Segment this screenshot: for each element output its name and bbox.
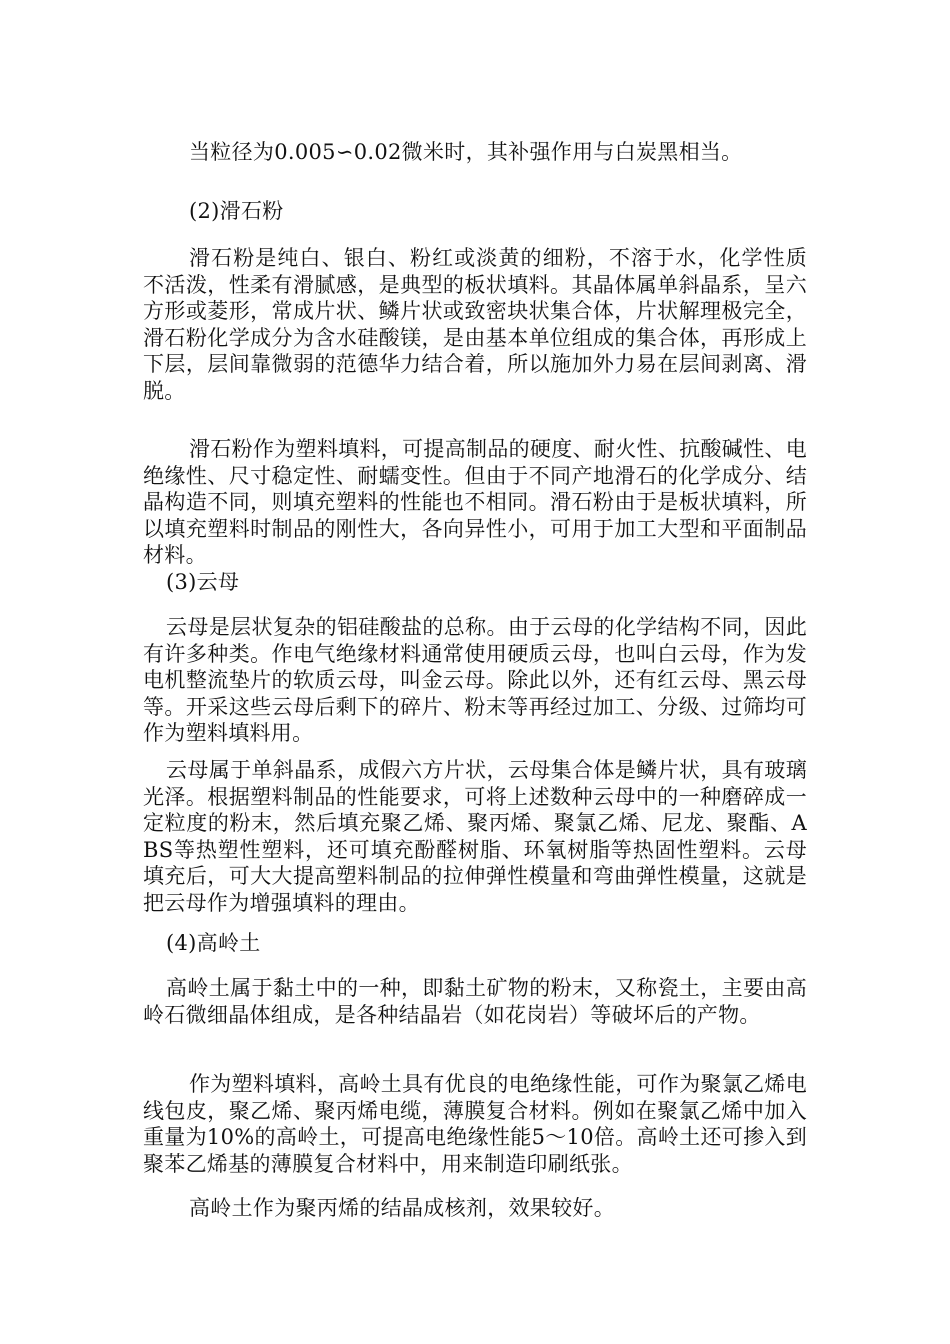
paragraph-kaolin-nucleating: 高岭土作为聚丙烯的结晶成核剂，效果较好。 (189, 1196, 615, 1220)
paragraph-talc-properties: 滑石粉是纯白、银白、粉红或淡黄的细粉，不溶于水，化学性质 不活泼，性柔有滑腻感，是典型的板状填料。其晶体属单斜晶系，呈六方形或菱形，常成片状、鳞片状或致密块状集合体，片状解理极完全，滑石粉化学成分为含水硅酸镁，是由基本单位组成的集合体，再形成上下层，层间靠微弱的范德华力结合着，所以施加外力易在层间剥离、滑脱。 (143, 246, 829, 403)
paragraph-kaolin-definition: 高岭土属于黏土中的一种，即黏土矿物的粉末，又称瓷土，主要由高岭石微细晶体组成，是各种结晶岩（如花岗岩）等破坏后的产物。 (143, 976, 807, 1027)
heading-talc: (2)滑石粉 (189, 199, 284, 223)
paragraph-mica-filler: 云母属于单斜晶系，成假六方片状，云母集合体是鳞片状，具有玻璃光泽。根据塑料制品的性能要求，可将上述数种云母中的一种磨碎成一定粒度的粉末，然后填充聚乙烯、聚丙烯、聚氯乙烯、尼龙、聚酯、ABS等热塑性塑料，还可填充酚醛树脂、环氧树脂等热固性塑料。云母填充后，可大大提高塑料制品的拉伸弹性模量和弯曲弹性模量，这就是把云母作为增强填料的理由。 (143, 758, 807, 915)
paragraph-mica-types: 云母是层状复杂的铝硅酸盐的总称。由于云母的化学结构不同，因此有许多种类。作电气绝缘材料通常使用硬质云母，也叫白云母，作为发电机整流垫片的软质云母，叫金云母。除此以外，还有红云母、黑云母等。开采这些云母后剩下的碎片、粉末等再经过加工、分级、过筛均可作为塑料填料用。 (143, 615, 807, 745)
heading-kaolin: (4)高岭土 (166, 931, 261, 955)
paragraph-particle-size: 当粒径为0.005∽0.02微米时，其补强作用与白炭黑相当。 (189, 140, 743, 164)
paragraph-kaolin-filler: 作为塑料填料，高岭土具有优良的电绝缘性能，可作为聚氯乙烯电线包皮，聚乙烯、聚丙烯电缆，薄膜复合材料。例如在聚氯乙烯中加入重量为10%的高岭土，可提高电绝缘性能5～10倍。高岭土还可掺入到聚苯乙烯基的薄膜复合材料中，用来制造印刷纸张。 (143, 1072, 807, 1176)
paragraph-talc-filler: 滑石粉作为塑料填料，可提高制品的硬度、耐火性、抗酸碱性、电绝缘性、尺寸稳定性、耐蠕变性。但由于不同产地滑石的化学成分、结晶构造不同，则填充塑料的性能也不相同。滑石粉由于是板状填料，所以填充塑料时制品的刚性大，各向异性小，可用于加工大型和平面制品材料。 (143, 437, 807, 567)
heading-mica: (3)云母 (166, 570, 240, 594)
